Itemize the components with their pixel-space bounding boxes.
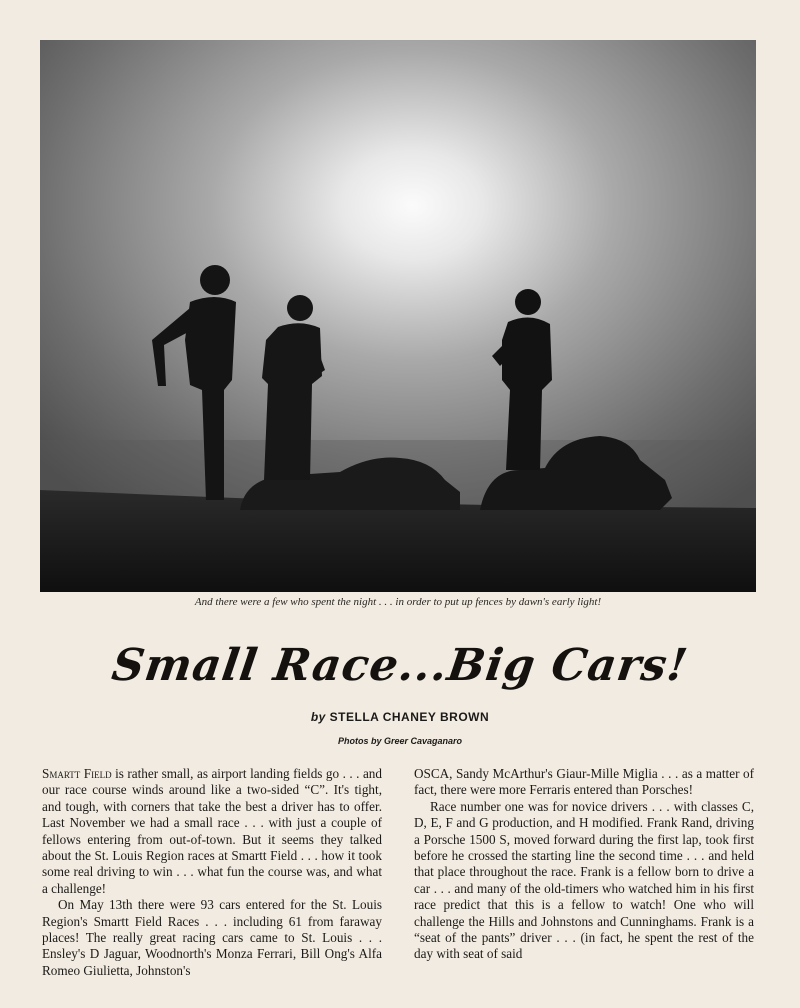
author-name: STELLA CHANEY BROWN	[329, 710, 490, 724]
photo-caption: And there were a few who spent the night . . . in order to put up fences by dawn's early light!	[194, 596, 602, 608]
lead-in: Smartt Field	[42, 766, 112, 781]
paragraph: OSCA, Sandy McArthur's Giaur-Mille Miglia . . . as a matter of fact, there were more Ferraris entered than Porsches!	[414, 766, 754, 798]
byline-prefix: by	[310, 710, 326, 724]
article-title: Small Race...Big Cars!	[108, 640, 692, 691]
paragraph-text: is rather small, as airport landing fields go . . . and our race course winds around like a two-sided “C”. It's tight, and tough, with corners that take the best a driver has to offer. Last November we had a small race . . . with just a couple of fellows entering from out-of-town. But it seems they talked about the St. Louis Region races at Smartt Field . . . how it took some real driving to win . . . what fun the course was, and what a challenge!	[42, 766, 382, 896]
photo-silhouettes-at-dawn	[40, 40, 756, 592]
byline	[0, 710, 800, 724]
paragraph	[42, 766, 382, 897]
paragraph: Race number one was for novice drivers . . . with classes C, D, E, F and G production, and H modified. Frank Rand, driving a Porsche 1500 S, moved forward during the first lap, took first before he crossed the starting line the second time . . . and held that place throughout the race. Frank is a fellow born to drive a car . . . and many of the old-timers who watched him in his first race predict that this is a fellow to watch! One who will challenge the Hills and Johnstons and Cunninghams. Frank is a “seat of the pants” driver . . . (in fact, he spent the rest of the day with seat of said	[414, 798, 754, 962]
photos-credit: Photos by Greer Cavaganaro	[337, 736, 463, 746]
article-column-right	[414, 766, 754, 963]
article-column-left	[42, 766, 382, 979]
paragraph	[42, 897, 382, 979]
paragraph-text: On May 13th there were 93 cars entered for the St. Louis Region's Smartt Field Races . . . including 61 from faraway places! The really great racing cars came to St. Louis . . . Ensley's D Jaguar, Woodnorth's Monza Ferrari, Bill Ong's Alfa Romeo Giulietta, Johnston's	[42, 897, 382, 978]
photo-image	[40, 40, 756, 592]
